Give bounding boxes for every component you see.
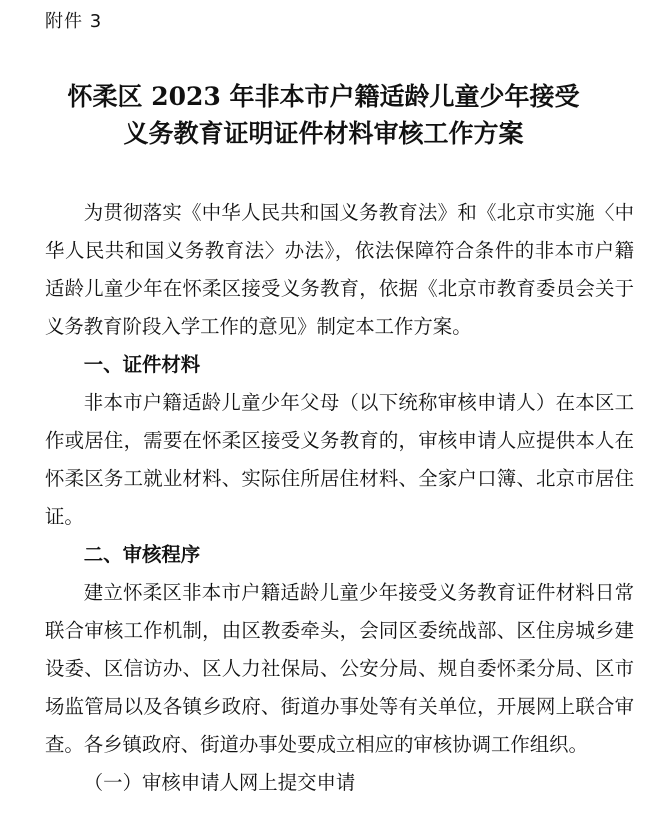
section-1-heading: 一、证件材料 bbox=[83, 353, 201, 376]
section-2-heading: 二、审核程序 bbox=[83, 543, 201, 566]
document-body bbox=[45, 194, 634, 802]
section-2-subheading-1: （一）审核申请人网上提交申请 bbox=[83, 771, 356, 794]
document-title-line-1: 怀柔区 2023 年非本市户籍适龄儿童少年接受 bbox=[67, 82, 580, 111]
section-1-paragraph: 非本市户籍适龄儿童少年父母（以下统称审核申请人）在本区工作或居住，需要在怀柔区接受义务教育的，审核申请人应提供本人在怀柔区务工就业材料、实际住所居住材料、全家户口簿、北京市居住证。 bbox=[45, 391, 634, 528]
section-2-paragraph: 建立怀柔区非本市户籍适龄儿童少年接受义务教育证件材料日常联合审核工作机制，由区教委牵头，会同区委统战部、区住房城乡建设委、区信访办、区人力社保局、公安分局、规自委怀柔分局、区市场监管局以及各镇乡政府、街道办事处等有关单位，开展网上联合审查。各乡镇政府、街道办事处要成立相应的审核协调工作组织。 bbox=[45, 581, 634, 756]
document-title-line-2: 义务教育证明证件材料审核工作方案 bbox=[123, 119, 524, 148]
intro-paragraph: 为贯彻落实《中华人民共和国义务教育法》和《北京市实施〈中华人民共和国义务教育法〉办法》，依法保障符合条件的非本市户籍适龄儿童少年在怀柔区接受义务教育，依据《北京市教育委员会关于义务教育阶段入学工作的意见》制定本工作方案。 bbox=[45, 201, 634, 338]
document-title bbox=[0, 78, 647, 152]
attachment-label: 附件 3 bbox=[45, 11, 103, 32]
